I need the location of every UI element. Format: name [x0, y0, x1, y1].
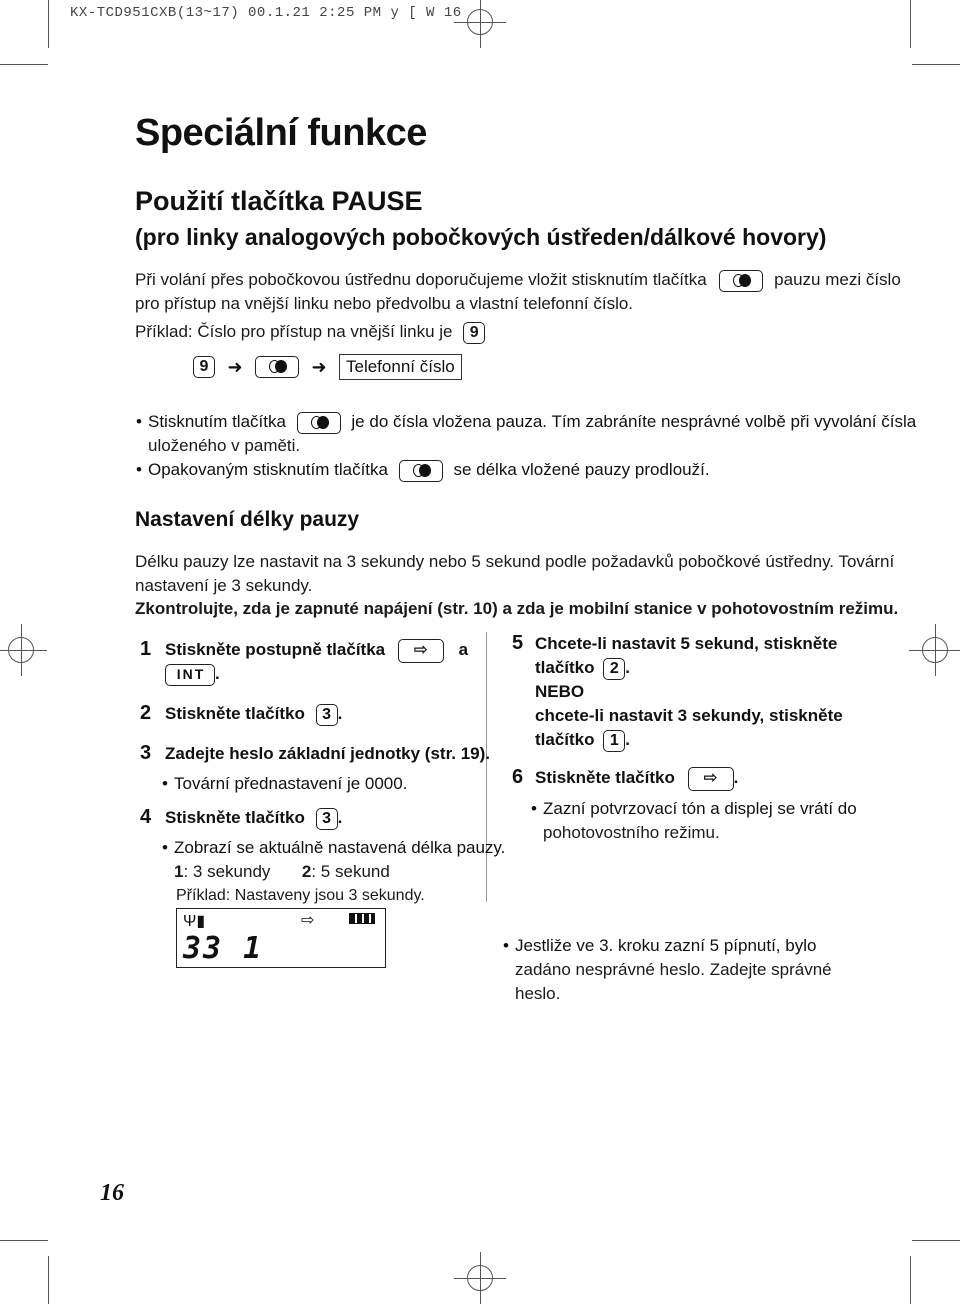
step-3: Zadejte heslo základní jednotky (str. 19).: [165, 744, 490, 763]
paragraph: Délku pauzy lze nastavit na 3 sekundy nebo 5 sekund podle požadavků pobočkové ústředny. Tovární: [135, 552, 895, 571]
pause-key-icon: [255, 356, 299, 378]
phone-number-box: Telefonní číslo: [339, 354, 462, 380]
bullet-item: • Zazní potvrzovací tón a displej se vrátí do: [543, 797, 857, 821]
digit-9-key-icon: 9: [463, 322, 485, 344]
print-header: KX-TCD951CXB(13~17) 00.1.21 2:25 PM y [ W 16: [70, 5, 462, 21]
digit-9-key-icon: 9: [193, 356, 215, 378]
signal-antenna-icon: Ψ▮: [183, 913, 206, 930]
dial-sequence: [193, 354, 462, 380]
step-5-line-2: tlačítko 2 .: [535, 656, 630, 680]
subsection-title: Nastavení délky pauzy: [135, 508, 360, 531]
pause-key-icon: [297, 412, 341, 434]
int-key-icon: INT: [165, 664, 215, 686]
step-number: 1: [140, 638, 152, 660]
pause-key-icon: [399, 460, 443, 482]
crop-mark: [912, 1240, 960, 1241]
note-continuation: zadáno nesprávné heslo. Zadejte správné: [515, 960, 832, 979]
or-label: NEBO: [535, 682, 585, 701]
bullet-continuation: pohotovostního režimu.: [543, 823, 720, 842]
crop-mark: [912, 64, 960, 65]
crop-mark: [0, 1240, 48, 1241]
digit-1-key-icon: 1: [603, 730, 625, 752]
step-6: Stiskněte tlačítko ⇨ .: [535, 766, 738, 791]
registration-mark: [467, 9, 493, 35]
intro-line-2: pro přístup na vnější linku nebo předvolbu a vlastní telefonní číslo.: [135, 294, 634, 313]
paragraph: nastavení je 3 sekundy.: [135, 576, 313, 595]
section-subtitle: (pro linky analogových pobočkových ústředen/dálkové hovory): [135, 224, 827, 250]
crop-mark: [910, 0, 911, 48]
digit-3-key-icon: 3: [316, 808, 338, 830]
step-5-line-4: chcete-li nastavit 3 sekundy, stiskněte: [535, 706, 843, 725]
step-2: Stiskněte tlačítko 3 .: [165, 702, 342, 726]
step-number: 2: [140, 702, 152, 724]
crop-mark: [910, 1256, 911, 1304]
crop-mark: [48, 1256, 49, 1304]
end-key-icon: ⇨: [688, 767, 734, 791]
crop-mark: [48, 0, 49, 48]
registration-mark: [922, 637, 948, 663]
step-number: 6: [512, 766, 524, 788]
step-number: 5: [512, 632, 524, 654]
end-key-icon: ⇨: [398, 639, 444, 663]
example-line: Příklad: Číslo pro přístup na vnější linku je 9: [135, 320, 485, 344]
step-number: 3: [140, 742, 152, 764]
column-divider: [486, 632, 487, 902]
note-bullet: • Jestliže ve 3. kroku zazní 5 pípnutí, bylo: [515, 934, 816, 958]
digit-2-key-icon: 2: [603, 658, 625, 680]
example-caption: Příklad: Nastaveny jsou 3 sekundy.: [176, 887, 425, 904]
bullet-continuation: uloženého v paměti.: [148, 436, 301, 455]
arrow-right-icon: ➜: [227, 356, 243, 377]
step-number: 4: [140, 806, 152, 828]
step-1: Stiskněte postupně tlačítka ⇨ a: [165, 638, 468, 663]
bullet-item: • Opakovaným stisknutím tlačítka se délka vložené pauzy prodlouží.: [148, 458, 710, 482]
note-continuation: heslo.: [515, 984, 561, 1003]
step-5: Chcete-li nastavit 5 sekund, stiskněte: [535, 634, 838, 653]
step-4: Stiskněte tlačítko 3 .: [165, 806, 342, 830]
section-title: Použití tlačítka PAUSE: [135, 186, 423, 216]
arrow-right-icon: ➜: [311, 356, 327, 377]
bullet-item: • Tovární přednastavení je 0000.: [174, 772, 407, 796]
registration-mark: [467, 1265, 493, 1291]
page-number: 16: [100, 1180, 124, 1206]
option-line: 1: 3 sekundy 2: 5 sekund: [174, 862, 390, 881]
digit-3-key-icon: 3: [316, 704, 338, 726]
end-arrow-icon: ⇨: [301, 912, 315, 929]
battery-icon: [349, 913, 375, 924]
intro-line-1: Při volání přes pobočkovou ústřednu doporučujeme vložit stisknutím tlačítka pauzu mezi číslo: [135, 268, 901, 292]
step-5-line-5: tlačítko 1 .: [535, 728, 630, 752]
page-title: Speciální funkce: [135, 112, 427, 154]
precheck-note: Zkontrolujte, zda je zapnuté napájení (str. 10) a zda je mobilní stanice v pohotovostním režimu.: [135, 599, 899, 618]
pause-key-icon: [719, 270, 763, 292]
lcd-display: [176, 908, 386, 968]
crop-mark: [0, 64, 48, 65]
step-1-cont: INT .: [165, 662, 220, 686]
lcd-digits: 33 1: [183, 931, 264, 966]
registration-mark: [8, 637, 34, 663]
bullet-item: • Stisknutím tlačítka je do čísla vložena pauza. Tím zabráníte nesprávné volbě při vyvolání čísla: [148, 410, 916, 434]
bullet-item: • Zobrazí se aktuálně nastavená délka pauzy.: [174, 836, 505, 860]
